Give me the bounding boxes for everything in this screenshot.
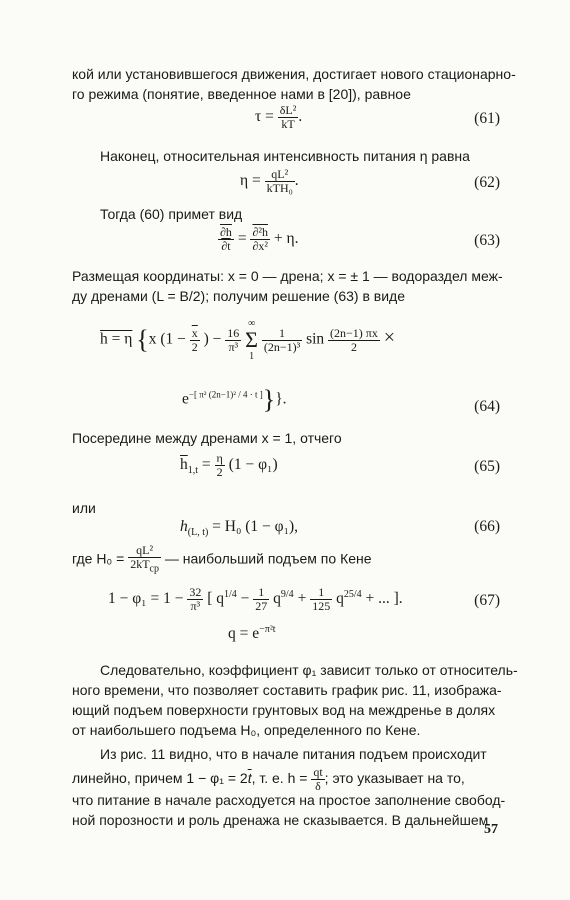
text-line: Из рис. 11 видно, что в начале питания подъем происходит bbox=[100, 746, 487, 762]
equation-66: $h_{(L, t)} = H_0$ (1 − φ₁), bbox=[180, 518, 299, 539]
equation-65: $\overline{h}_{1,t}$ = $\frac{\eta}{2}$ (1 − φ₁) bbox=[180, 451, 278, 479]
text-line: Наконец, относительная интенсивность питания η равна bbox=[100, 148, 470, 164]
equation-number: (64) bbox=[474, 398, 500, 415]
equation-67: 1 − φ₁ = 1 − $\frac{32}{\text{π³}}$ [ $q^{1/4}$ − $\frac{1}{27}$ $q^{9/4}$ + $\frac{1}{125}$ $q^{25/4}$ + ... ]. bbox=[108, 585, 403, 613]
equation-63: $\frac{\partial h}{\partial t}$ = $\frac{\text{∂²h}}{\text{∂x²}}$ + η. bbox=[220, 225, 299, 253]
text-line: Следовательно, коэффициент φ₁ зависит только от относитель- bbox=[100, 662, 518, 678]
text-line: Размещая координаты: x = 0 — дрена; x = ± 1 — водораздел меж- bbox=[72, 268, 503, 284]
equation-number: (63) bbox=[474, 232, 500, 249]
equation-number: (61) bbox=[474, 110, 500, 127]
text-line: Посередине между дренами x = 1, отчего bbox=[72, 430, 342, 446]
text-line: линейно, причем $1 - \varphi_1 = 2\overline{t}$, т. е. h = $\frac{qt}{\delta}$ ; это указывает на то, bbox=[72, 765, 465, 793]
text-line: от наибольшего подъема H₀, определенного по Кене. bbox=[72, 722, 421, 738]
text-line: где H₀ = $\frac{\text{qL²}}{2kT_{ср}}$ — наибольший подъем по Кене bbox=[72, 543, 372, 575]
text-line: или bbox=[72, 500, 96, 516]
equation-number: (65) bbox=[474, 458, 500, 475]
equation-number: (67) bbox=[474, 592, 500, 609]
text-line: Тогда (60) примет вид bbox=[100, 206, 243, 222]
text-line: ду дренами (L = B/2); получим решение (63) в виде bbox=[72, 288, 405, 304]
equation-number: (66) bbox=[474, 518, 500, 535]
equation-64-cont: $e^{-[ \pi^2 (2n-1)^2 / 4 \cdot t ]}$}}. bbox=[182, 385, 287, 414]
text-line: го режима (понятие, введенное нами в [20]), равное bbox=[72, 86, 411, 102]
text-line: кой или установившегося движения, достигает нового стационарно- bbox=[72, 66, 516, 82]
text-line: ной порозности и роль дренажа не сказывается. В дальнейшем bbox=[72, 812, 489, 828]
equation-number: (62) bbox=[474, 174, 500, 191]
equation-61: τ = $\frac{\text{δL²}}{kT}$ . bbox=[255, 103, 303, 131]
equation-q: $q = e^{-\pi^2t}$ bbox=[228, 624, 276, 643]
text-line: ющий подъем поверхности грунтовых вод на междренье в долях bbox=[72, 702, 496, 718]
text-line: ного времени, что позволяет составить график рис. 11, изобража- bbox=[72, 682, 502, 698]
equation-62: η = $\frac{\text{qL²}}{\text{kTH₀}}$ . bbox=[240, 167, 299, 195]
page-number: 57 bbox=[484, 822, 498, 837]
text-line: что питание в начале расходуется на простое заполнение свобод- bbox=[72, 792, 506, 808]
equation-64: h = η {x (1 − $\frac{\overline{x}}{2}$ ) − $\frac{16}{\text{π³}}$ ∞ Σ 1 $\frac{1}{\text{(2n−1)³}}$ sin $\frac{(2n-1) \pi x}{2}$ × bbox=[100, 318, 396, 362]
